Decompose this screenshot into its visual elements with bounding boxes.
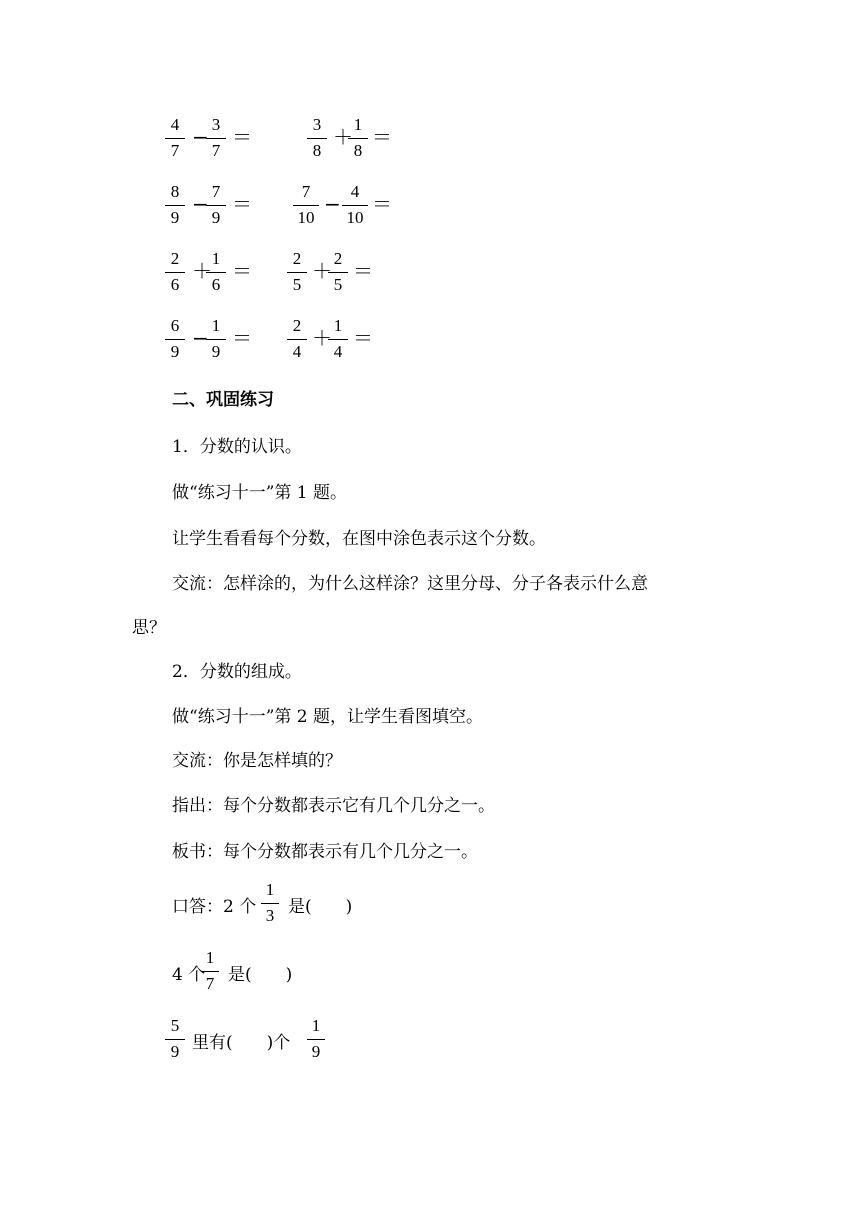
paragraph: 指出：每个分数都表示它有几个几分之一。	[172, 796, 495, 816]
paragraph: 让学生看看每个分数，在图中涂色表示这个分数。	[172, 529, 546, 549]
paragraph: 做“练习十一”第 1 题。	[172, 483, 348, 503]
operator: −	[324, 192, 341, 216]
paragraph: 做“练习十一”第 2 题，让学生看图填空。	[172, 707, 484, 727]
equals-sign: ＝	[372, 125, 392, 149]
paragraph: 1．分数的认识。	[172, 437, 302, 457]
equals-sign: ＝	[353, 326, 373, 350]
equals-sign: ＝	[232, 259, 252, 283]
operator: −	[192, 326, 209, 350]
operator: −	[192, 192, 209, 216]
paragraph: 2．分数的组成。	[172, 662, 302, 682]
operator: ＋	[312, 259, 332, 283]
section-heading: 二、巩固练习	[172, 390, 274, 410]
equals-sign: ＝	[372, 192, 392, 216]
paragraph: 交流：你是怎样填的？	[172, 751, 342, 771]
operator: ＋	[192, 259, 212, 283]
equals-sign: ＝	[232, 125, 252, 149]
paragraph: 交流：怎样涂的，为什么这样涂？这里分母、分子各表示什么意	[172, 574, 648, 594]
paragraph: 板书：每个分数都表示有几个几分之一。	[172, 842, 478, 862]
equals-sign: ＝	[353, 259, 373, 283]
operator: ＋	[312, 326, 332, 350]
operator: ＋	[333, 125, 353, 149]
document-page: 4 7 − 3 7 ＝ 3 8 ＋ 1 8 ＝ 8 9 − 7 9 ＝ 7 10 − 4 10 ＝ 2 6 ＋ 1 6 ＝ 2 5 ＋ 2 5 ＝ 6 9 − 1 9 ＝ 2 4 ＋ 1 4 ＝ 二、巩固练习 1．分数的认识。 做“练习十一”第 1 题。 让学生看看每个分数，在图中涂色表示这个分数。 交流：怎样涂的，为什么这样涂？这里分母、分子各表示什么意 思？ 2．分数的组成。 做“练习十一”第 2 题，让学生看图填空。 交流：你是怎样填的？ 指出：每个分数都表示它有几个几分之一。 板书：每个分数都表示有几个几分之一。 口答：2 个 1 3 是( ) 4 个 1 7 是( ) 5 9 里有( )个 1 9	[132, 115, 648, 1061]
paragraph-continuation: 思？	[132, 618, 166, 638]
operator: −	[192, 125, 209, 149]
equals-sign: ＝	[232, 326, 252, 350]
equals-sign: ＝	[232, 192, 252, 216]
